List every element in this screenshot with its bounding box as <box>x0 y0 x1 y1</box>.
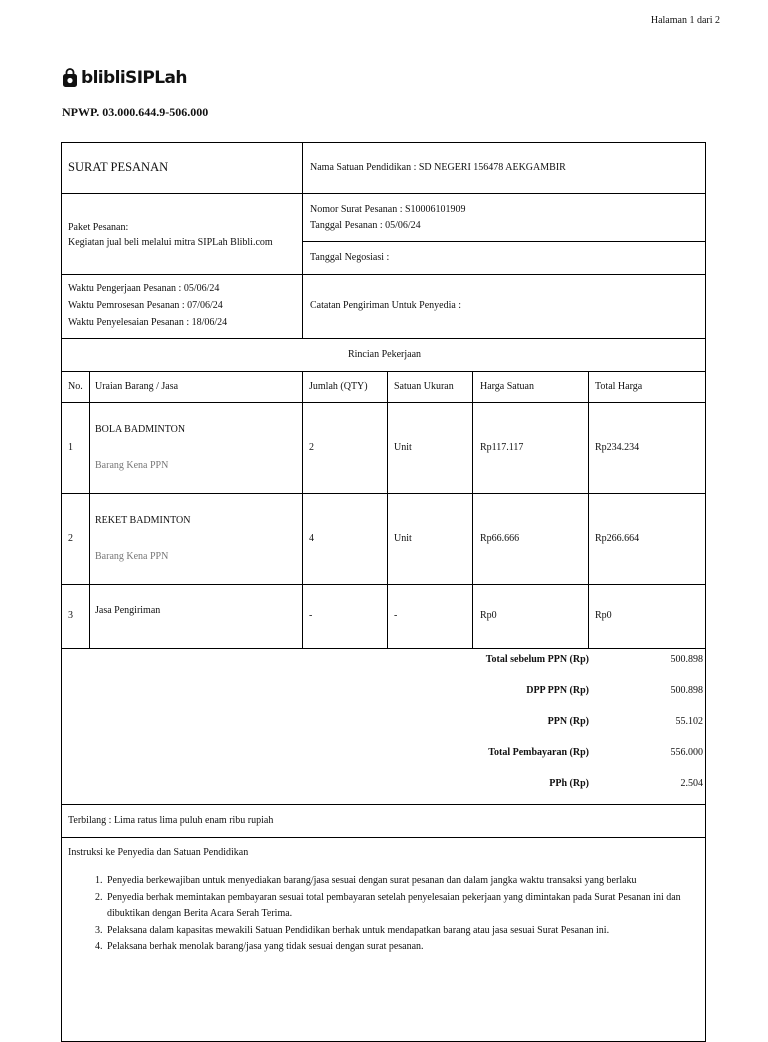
item-unit-price: Rp0 <box>480 610 497 621</box>
instructions-list <box>87 873 705 956</box>
summary-label: Total sebelum PPN (Rp) <box>485 654 589 665</box>
column-header-quantity: Jumlah (QTY) <box>309 381 368 392</box>
document-title: SURAT PESANAN <box>68 160 169 174</box>
summary-value: 556.000 <box>670 747 703 758</box>
process-time: Waktu Pemrosesan Pesanan : 07/06/24 <box>68 300 223 311</box>
item-name: Jasa Pengiriman <box>95 605 161 616</box>
instruction-item: 2. Penyedia berhak memintakan pembayaran sesuai total pembayaran setelah penyelesaian pekerjaan yang dimintakan pada Surat Pesanan ini dan dibuktikan dengan Berita Acara Serah Terima. <box>105 890 705 923</box>
npwp-number: NPWP. 03.000.644.9-506.000 <box>62 105 209 119</box>
order-document <box>61 142 706 1042</box>
item-quantity: 4 <box>309 533 314 544</box>
instruction-item: 1. Penyedia berkewajiban untuk menyediakan barang/jasa sesuai dengan surat pesanan dan dalam jangka waktu transaksi yang berlaku <box>105 873 705 890</box>
school-name: Nama Satuan Pendidikan : SD NEGERI 156478 AEKGAMBIR <box>310 162 566 173</box>
negotiation-date: Tanggal Negosiasi : <box>310 252 390 263</box>
order-number: Nomor Surat Pesanan : S10006101909 <box>310 204 466 215</box>
item-total-price: Rp234.234 <box>595 442 640 453</box>
amount-in-words: Terbilang : Lima ratus lima puluh enam ribu rupiah <box>68 815 274 826</box>
brand-logo <box>62 66 187 90</box>
work-time: Waktu Pengerjaan Pesanan : 05/06/24 <box>68 283 220 294</box>
finish-time: Waktu Penyelesaian Pesanan : 18/06/24 <box>68 317 228 328</box>
column-header-description: Uraian Barang / Jasa <box>95 381 179 392</box>
summary-label: PPh (Rp) <box>549 778 589 789</box>
summary-value: 55.102 <box>675 716 703 727</box>
summary-label: Total Pembayaran (Rp) <box>488 747 589 758</box>
brand-name: blibliSIPLah <box>81 68 187 88</box>
order-date: Tanggal Pesanan : 05/06/24 <box>310 220 421 231</box>
table-section-title: Rincian Pekerjaan <box>347 349 422 360</box>
row-number: 1 <box>68 442 73 453</box>
row-number: 2 <box>68 533 73 544</box>
item-unit: Unit <box>394 533 412 544</box>
item-total-price: Rp266.664 <box>595 533 640 544</box>
row-number: 3 <box>68 610 73 621</box>
column-header-no: No. <box>68 381 83 392</box>
instructions-title: Instruksi ke Penyedia dan Satuan Pendidikan <box>68 847 249 858</box>
item-quantity: - <box>309 610 313 621</box>
column-header-unit: Satuan Ukuran <box>394 381 454 392</box>
item-unit-price: Rp66.666 <box>480 533 520 544</box>
item-unit-price: Rp117.117 <box>480 442 524 453</box>
summary-label: DPP PPN (Rp) <box>526 685 589 696</box>
shopping-bag-icon <box>62 68 78 88</box>
summary-value: 500.898 <box>670 654 703 665</box>
package-description: Kegiatan jual beli melalui mitra SIPLah Blibli.com <box>68 237 273 248</box>
instruction-item: 3. Pelaksana dalam kapasitas mewakili Satuan Pendidikan berhak untuk mendapatkan barang atau jasa sesuai Surat Pesanan ini. <box>105 923 705 940</box>
instruction-item: 4. Pelaksana berhak menolak barang/jasa yang tidak sesuai dengan surat pesanan. <box>105 939 705 956</box>
item-tax-note: Barang Kena PPN <box>95 551 169 562</box>
item-tax-note: Barang Kena PPN <box>95 460 169 471</box>
item-total-price: Rp0 <box>595 610 612 621</box>
summary-label: PPN (Rp) <box>547 716 589 727</box>
package-label: Paket Pesanan: <box>68 222 129 233</box>
item-quantity: 2 <box>309 442 314 453</box>
column-header-unit-price: Harga Satuan <box>480 381 534 392</box>
column-header-total-price: Total Harga <box>595 381 643 392</box>
item-name: REKET BADMINTON <box>95 515 191 526</box>
item-unit: Unit <box>394 442 412 453</box>
item-name: BOLA BADMINTON <box>95 424 186 435</box>
summary-value: 500.898 <box>670 685 703 696</box>
page-number: Halaman 1 dari 2 <box>650 15 720 26</box>
item-unit: - <box>394 610 398 621</box>
shipping-note: Catatan Pengiriman Untuk Penyedia : <box>310 300 462 311</box>
summary-value: 2.504 <box>680 778 703 789</box>
